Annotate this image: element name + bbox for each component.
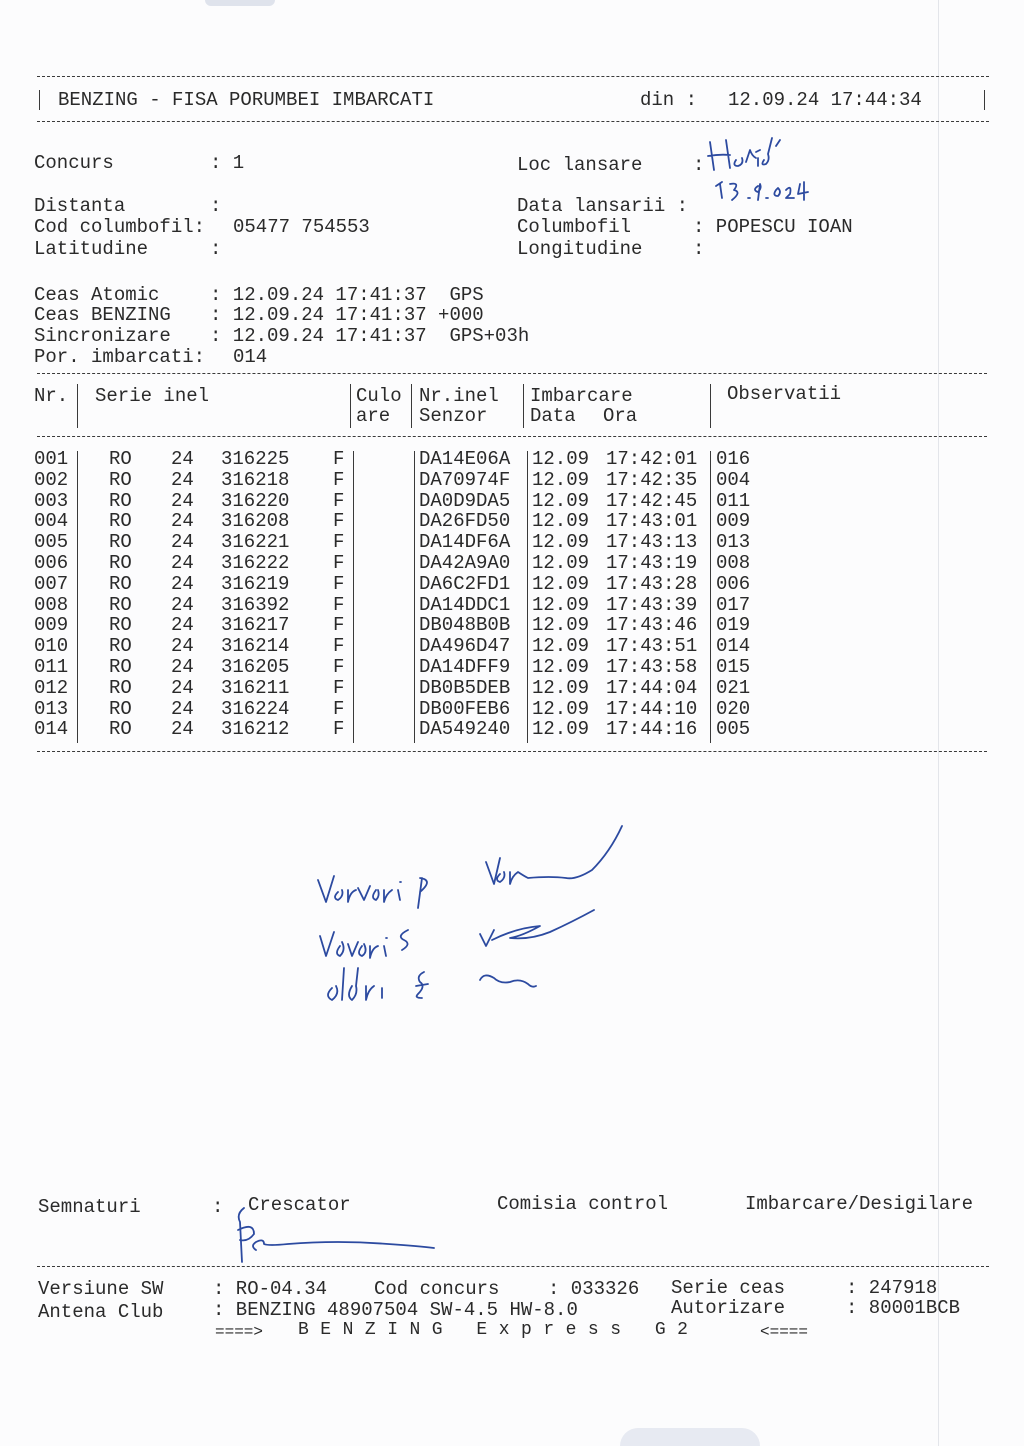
row-nr: 004 bbox=[34, 510, 69, 533]
cod-concurs-label: Cod concurs bbox=[374, 1278, 500, 1300]
row-nr: 013 bbox=[34, 697, 69, 720]
col-nr-inel-header: Nr.inel bbox=[419, 385, 499, 407]
row-tara: RO bbox=[109, 531, 132, 554]
row-tara: RO bbox=[109, 656, 132, 678]
por-imbarcati-label: Por. imbarcati: bbox=[34, 346, 206, 368]
row-data: 12.09 bbox=[532, 718, 590, 741]
row-sex: F bbox=[333, 468, 345, 491]
row-sex: F bbox=[333, 572, 345, 595]
data-lansarii-label: Data lansarii : bbox=[517, 195, 689, 217]
footer-arrow-right: <==== bbox=[760, 1323, 809, 1341]
body-divider-serie bbox=[353, 451, 354, 743]
antena-club-value: : BENZING 48907504 SW-4.5 HW-8.0 bbox=[213, 1299, 578, 1321]
comisia-control-label: Comisia control bbox=[497, 1193, 669, 1215]
row-obs: 017 bbox=[716, 593, 751, 616]
row-obs: 008 bbox=[716, 552, 751, 574]
row-inel: 316217 bbox=[221, 614, 290, 637]
col-senzor-header: Senzor bbox=[419, 405, 488, 427]
row-ora: 17:44:04 bbox=[606, 676, 698, 699]
header-divider-imbarcare bbox=[710, 384, 711, 428]
col-culoare-header-1: Culo bbox=[356, 385, 402, 407]
col-ora-header: Ora bbox=[603, 405, 638, 427]
footer-arrow-left: ====> bbox=[215, 1323, 264, 1341]
footer-top-rule bbox=[37, 1266, 989, 1267]
row-ora: 17:44:16 bbox=[606, 718, 698, 741]
row-obs: 006 bbox=[716, 572, 751, 595]
col-serie-inel-header: Serie inel bbox=[95, 385, 210, 407]
body-divider-imbarcare bbox=[710, 451, 711, 743]
row-ora: 17:42:45 bbox=[606, 489, 698, 512]
row-obs: 005 bbox=[716, 718, 751, 741]
row-an: 24 bbox=[171, 448, 194, 470]
row-ora: 17:43:39 bbox=[606, 593, 698, 616]
row-inel: 316211 bbox=[221, 676, 290, 699]
row-an: 24 bbox=[171, 552, 194, 574]
crescator-label: Crescator bbox=[248, 1194, 351, 1216]
row-senzor: DB0B5DEB bbox=[419, 676, 511, 699]
row-data: 12.09 bbox=[532, 489, 590, 512]
row-inel: 316212 bbox=[221, 718, 290, 741]
row-inel: 316218 bbox=[221, 468, 290, 491]
cod-columbofil-label: Cod columbofil: bbox=[34, 216, 206, 238]
row-nr: 001 bbox=[34, 448, 69, 470]
row-tara: RO bbox=[109, 552, 132, 574]
row-sex: F bbox=[333, 448, 345, 470]
row-senzor: DB00FEB6 bbox=[419, 697, 511, 720]
autorizare-value: : 80001BCB bbox=[846, 1297, 961, 1319]
row-tara: RO bbox=[109, 489, 132, 512]
row-inel: 316205 bbox=[221, 656, 290, 678]
row-senzor: DA70974F bbox=[419, 468, 511, 491]
columbofil-label: Columbofil bbox=[517, 216, 632, 238]
row-data: 12.09 bbox=[532, 448, 590, 470]
ceas-benzing-value: : 12.09.24 17:41:37 +000 bbox=[210, 304, 484, 326]
row-obs: 004 bbox=[716, 468, 751, 491]
row-tara: RO bbox=[109, 593, 132, 616]
row-inel: 316392 bbox=[221, 593, 290, 616]
row-an: 24 bbox=[171, 468, 194, 491]
handwritten-location-and-date bbox=[700, 126, 880, 206]
row-sex: F bbox=[333, 593, 345, 616]
row-data: 12.09 bbox=[532, 468, 590, 491]
row-obs: 019 bbox=[716, 614, 751, 637]
header-divider-serie bbox=[350, 384, 351, 428]
row-data: 12.09 bbox=[532, 614, 590, 637]
row-data: 12.09 bbox=[532, 572, 590, 595]
row-obs: 009 bbox=[716, 510, 751, 533]
row-obs: 014 bbox=[716, 635, 751, 658]
row-tara: RO bbox=[109, 635, 132, 658]
row-senzor: DA42A9A0 bbox=[419, 552, 511, 574]
antena-club-label: Antena Club bbox=[38, 1301, 164, 1323]
row-obs: 011 bbox=[716, 489, 751, 512]
cod-columbofil-value: 05477 754553 bbox=[233, 216, 370, 238]
row-nr: 011 bbox=[34, 656, 69, 678]
row-sex: F bbox=[333, 656, 345, 678]
row-senzor: DA6C2FD1 bbox=[419, 572, 511, 595]
concurs-label: Concurs bbox=[34, 152, 114, 174]
autorizare-label: Autorizare bbox=[671, 1297, 786, 1319]
row-sex: F bbox=[333, 635, 345, 658]
row-data: 12.09 bbox=[532, 676, 590, 699]
row-sex: F bbox=[333, 718, 345, 741]
row-obs: 021 bbox=[716, 676, 751, 699]
distanta-label: Distanta bbox=[34, 195, 126, 217]
document-title: BENZING - FISA PORUMBEI IMBARCATI bbox=[58, 89, 435, 111]
loc-lansare-value: : bbox=[693, 154, 705, 176]
row-an: 24 bbox=[171, 697, 194, 720]
row-data: 12.09 bbox=[532, 635, 590, 658]
row-tara: RO bbox=[109, 448, 132, 470]
row-senzor: DA14DFF9 bbox=[419, 656, 511, 678]
row-ora: 17:43:19 bbox=[606, 552, 698, 574]
row-tara: RO bbox=[109, 468, 132, 491]
row-ora: 17:42:01 bbox=[606, 448, 698, 470]
row-an: 24 bbox=[171, 531, 194, 554]
row-an: 24 bbox=[171, 489, 194, 512]
row-ora: 17:43:13 bbox=[606, 531, 698, 554]
row-data: 12.09 bbox=[532, 593, 590, 616]
row-an: 24 bbox=[171, 635, 194, 658]
col-nr-header: Nr. bbox=[34, 385, 69, 407]
row-ora: 17:43:28 bbox=[606, 572, 698, 595]
row-inel: 316225 bbox=[221, 448, 290, 470]
row-inel: 316214 bbox=[221, 635, 290, 658]
row-sex: F bbox=[333, 614, 345, 637]
row-an: 24 bbox=[171, 510, 194, 533]
header-left-bar bbox=[39, 90, 40, 110]
row-an: 24 bbox=[171, 593, 194, 616]
row-tara: RO bbox=[109, 614, 132, 637]
row-tara: RO bbox=[109, 572, 132, 595]
row-inel: 316222 bbox=[221, 552, 290, 574]
serie-ceas-label: Serie ceas bbox=[671, 1277, 786, 1299]
row-sex: F bbox=[333, 510, 345, 533]
header-bottom-rule bbox=[37, 121, 989, 122]
row-an: 24 bbox=[171, 572, 194, 595]
semnaturi-colon: : bbox=[212, 1196, 224, 1218]
row-inel: 316224 bbox=[221, 697, 290, 720]
row-data: 12.09 bbox=[532, 552, 590, 574]
row-an: 24 bbox=[171, 614, 194, 637]
row-data: 12.09 bbox=[532, 510, 590, 533]
row-data: 12.09 bbox=[532, 656, 590, 678]
sincronizare-label: Sincronizare bbox=[34, 325, 171, 347]
longitudine-value: : bbox=[693, 238, 705, 260]
row-sex: F bbox=[333, 489, 345, 512]
row-obs: 013 bbox=[716, 531, 751, 554]
body-divider-senzor bbox=[527, 451, 528, 743]
row-ora: 17:42:35 bbox=[606, 468, 698, 491]
paper-fold-line bbox=[938, 0, 939, 1446]
header-top-rule bbox=[37, 76, 989, 77]
row-inel: 316221 bbox=[221, 531, 290, 554]
row-ora: 17:43:58 bbox=[606, 656, 698, 678]
body-divider-culoare bbox=[414, 451, 415, 743]
row-nr: 007 bbox=[34, 572, 69, 595]
row-inel: 316220 bbox=[221, 489, 290, 512]
row-an: 24 bbox=[171, 718, 194, 741]
scan-smudge-top bbox=[205, 0, 275, 6]
row-tara: RO bbox=[109, 676, 132, 699]
col-observatii-header: Observatii bbox=[727, 383, 842, 405]
versiune-sw-label: Versiune SW bbox=[38, 1278, 164, 1300]
latitudine-value: : bbox=[210, 238, 222, 260]
row-an: 24 bbox=[171, 656, 194, 678]
row-nr: 006 bbox=[34, 552, 69, 574]
serie-ceas-value: : 247918 bbox=[846, 1277, 938, 1299]
header-right-bar bbox=[984, 90, 985, 110]
ceas-benzing-label: Ceas BENZING bbox=[34, 304, 171, 326]
row-obs: 015 bbox=[716, 656, 751, 678]
col-culoare-header-2: are bbox=[356, 405, 391, 427]
row-senzor: DA496D47 bbox=[419, 635, 511, 658]
row-nr: 014 bbox=[34, 718, 69, 741]
row-senzor: DA14E06A bbox=[419, 448, 511, 470]
footer-brand: BENZING Express G2 bbox=[298, 1320, 700, 1340]
row-senzor: DB048B0B bbox=[419, 614, 511, 637]
row-nr: 009 bbox=[34, 614, 69, 637]
col-imbarcare-header: Imbarcare bbox=[530, 385, 633, 407]
row-senzor: DA14DF6A bbox=[419, 531, 511, 554]
row-nr: 010 bbox=[34, 635, 69, 658]
concurs-value: : 1 bbox=[210, 152, 245, 174]
handwritten-notes bbox=[310, 818, 630, 1008]
imbarcare-desigilare-label: Imbarcare/Desigilare bbox=[745, 1193, 974, 1215]
latitudine-label: Latitudine bbox=[34, 238, 149, 260]
row-senzor: DA549240 bbox=[419, 718, 511, 741]
row-sex: F bbox=[333, 552, 345, 574]
row-obs: 016 bbox=[716, 448, 751, 470]
sincronizare-value: : 12.09.24 17:41:37 GPS+03h bbox=[210, 325, 530, 347]
ceas-atomic-value: : 12.09.24 17:41:37 GPS bbox=[210, 284, 484, 306]
header-divider-senzor bbox=[523, 384, 524, 428]
row-sex: F bbox=[333, 697, 345, 720]
row-nr: 005 bbox=[34, 531, 69, 554]
por-imbarcati-value: 014 bbox=[233, 346, 268, 368]
row-senzor: DA0D9DA5 bbox=[419, 489, 511, 512]
columbofil-value: : POPESCU IOAN bbox=[693, 216, 853, 238]
crescator-signature bbox=[228, 1200, 448, 1270]
row-senzor: DA26FD50 bbox=[419, 510, 511, 533]
col-data-header: Data bbox=[530, 405, 576, 427]
row-data: 12.09 bbox=[532, 531, 590, 554]
row-tara: RO bbox=[109, 718, 132, 741]
body-divider-nr bbox=[77, 451, 78, 743]
din-label: din : bbox=[640, 89, 698, 111]
row-nr: 012 bbox=[34, 676, 69, 699]
distanta-value: : bbox=[210, 195, 222, 217]
longitudine-label: Longitudine bbox=[517, 238, 643, 260]
row-obs: 020 bbox=[716, 697, 751, 720]
ceas-atomic-label: Ceas Atomic bbox=[34, 284, 160, 306]
row-nr: 002 bbox=[34, 468, 69, 491]
table-header-top-rule bbox=[37, 373, 987, 374]
din-value: 12.09.24 17:44:34 bbox=[728, 89, 922, 111]
row-tara: RO bbox=[109, 697, 132, 720]
cod-concurs-value: : 033326 bbox=[548, 1278, 640, 1300]
header-divider-nr bbox=[77, 384, 78, 428]
table-bottom-rule bbox=[37, 751, 987, 752]
row-senzor: DA14DDC1 bbox=[419, 593, 511, 616]
loc-lansare-label: Loc lansare bbox=[517, 154, 643, 176]
versiune-sw-value: : RO-04.34 bbox=[213, 1278, 328, 1300]
row-inel: 316208 bbox=[221, 510, 290, 533]
row-nr: 008 bbox=[34, 593, 69, 616]
table-header-bottom-rule bbox=[37, 436, 987, 437]
row-inel: 316219 bbox=[221, 572, 290, 595]
row-ora: 17:43:46 bbox=[606, 614, 698, 637]
row-ora: 17:44:10 bbox=[606, 697, 698, 720]
row-nr: 003 bbox=[34, 489, 69, 512]
row-sex: F bbox=[333, 531, 345, 554]
row-tara: RO bbox=[109, 510, 132, 533]
row-ora: 17:43:51 bbox=[606, 635, 698, 658]
scan-smudge-bottom bbox=[620, 1428, 760, 1446]
semnaturi-label: Semnaturi bbox=[38, 1196, 141, 1218]
header-divider-culoare bbox=[411, 384, 412, 428]
row-sex: F bbox=[333, 676, 345, 699]
row-an: 24 bbox=[171, 676, 194, 699]
row-data: 12.09 bbox=[532, 697, 590, 720]
row-ora: 17:43:01 bbox=[606, 510, 698, 533]
